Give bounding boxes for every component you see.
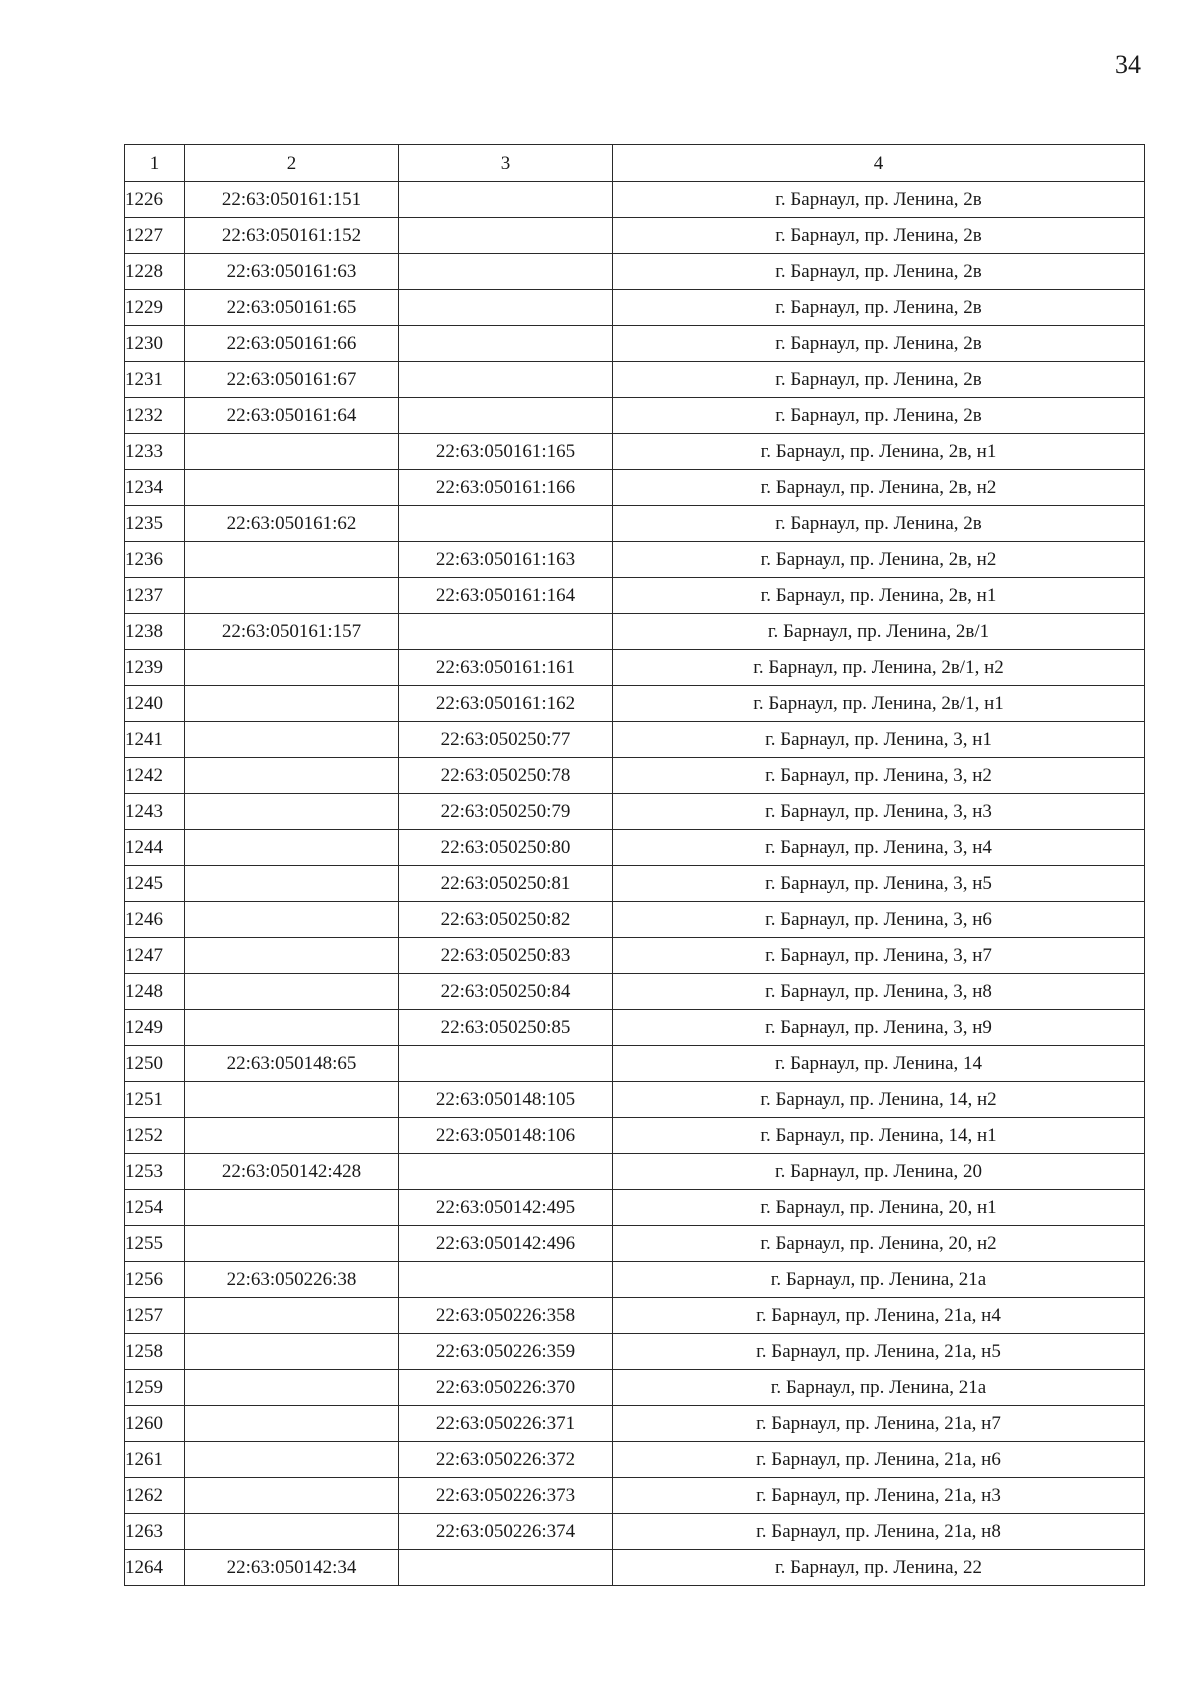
- address-cell: г. Барнаул, пр. Ленина, 2в, н2: [613, 470, 1145, 506]
- row-number-cell: 1244: [125, 830, 185, 866]
- address-cell: г. Барнаул, пр. Ленина, 2в: [613, 506, 1145, 542]
- table-row: [125, 974, 1145, 1010]
- table-row: [125, 1550, 1145, 1586]
- address-cell: г. Барнаул, пр. Ленина, 2в: [613, 218, 1145, 254]
- object-cadastral-number-cell: [399, 362, 613, 398]
- address-cell: г. Барнаул, пр. Ленина, 2в: [613, 362, 1145, 398]
- row-number-cell: 1250: [125, 1046, 185, 1082]
- address-cell: г. Барнаул, пр. Ленина, 21а, н8: [613, 1514, 1145, 1550]
- land-cadastral-number-cell: [185, 470, 399, 506]
- address-cell: г. Барнаул, пр. Ленина, 3, н8: [613, 974, 1145, 1010]
- land-cadastral-number-cell: [185, 578, 399, 614]
- address-cell: г. Барнаул, пр. Ленина, 2в, н1: [613, 434, 1145, 470]
- land-cadastral-number-cell: [185, 902, 399, 938]
- row-number-cell: 1264: [125, 1550, 185, 1586]
- row-number-cell: 1254: [125, 1190, 185, 1226]
- row-number-cell: 1260: [125, 1406, 185, 1442]
- object-cadastral-number-cell: [399, 290, 613, 326]
- table-row: [125, 1010, 1145, 1046]
- object-cadastral-number-cell: 22:63:050226:359: [399, 1334, 613, 1370]
- land-cadastral-number-cell: 22:63:050161:151: [185, 182, 399, 218]
- row-number-cell: 1238: [125, 614, 185, 650]
- table-row: [125, 650, 1145, 686]
- object-cadastral-number-cell: 22:63:050161:163: [399, 542, 613, 578]
- table-row: [125, 1442, 1145, 1478]
- address-cell: г. Барнаул, пр. Ленина, 20, н1: [613, 1190, 1145, 1226]
- table-body: [125, 182, 1145, 1586]
- row-number-cell: 1242: [125, 758, 185, 794]
- table-row: [125, 1154, 1145, 1190]
- land-cadastral-number-cell: [185, 1406, 399, 1442]
- land-cadastral-number-cell: 22:63:050161:157: [185, 614, 399, 650]
- table-row: [125, 1370, 1145, 1406]
- land-cadastral-number-cell: [185, 938, 399, 974]
- object-cadastral-number-cell: 22:63:050250:84: [399, 974, 613, 1010]
- row-number-cell: 1230: [125, 326, 185, 362]
- land-cadastral-number-cell: 22:63:050161:66: [185, 326, 399, 362]
- row-number-cell: 1237: [125, 578, 185, 614]
- header-col-4: 4: [613, 145, 1145, 182]
- address-cell: г. Барнаул, пр. Ленина, 21а: [613, 1262, 1145, 1298]
- object-cadastral-number-cell: 22:63:050142:495: [399, 1190, 613, 1226]
- table-row: [125, 326, 1145, 362]
- table-row: [125, 1118, 1145, 1154]
- land-cadastral-number-cell: 22:63:050226:38: [185, 1262, 399, 1298]
- land-cadastral-number-cell: 22:63:050161:63: [185, 254, 399, 290]
- address-cell: г. Барнаул, пр. Ленина, 2в: [613, 290, 1145, 326]
- address-cell: г. Барнаул, пр. Ленина, 2в, н2: [613, 542, 1145, 578]
- address-cell: г. Барнаул, пр. Ленина, 2в/1, н1: [613, 686, 1145, 722]
- object-cadastral-number-cell: 22:63:050142:496: [399, 1226, 613, 1262]
- object-cadastral-number-cell: 22:63:050250:81: [399, 866, 613, 902]
- table-row: [125, 182, 1145, 218]
- table-row: [125, 830, 1145, 866]
- land-cadastral-number-cell: 22:63:050161:152: [185, 218, 399, 254]
- object-cadastral-number-cell: 22:63:050148:106: [399, 1118, 613, 1154]
- row-number-cell: 1252: [125, 1118, 185, 1154]
- object-cadastral-number-cell: 22:63:050250:77: [399, 722, 613, 758]
- land-cadastral-number-cell: [185, 866, 399, 902]
- land-cadastral-number-cell: [185, 722, 399, 758]
- table-row: [125, 1298, 1145, 1334]
- land-cadastral-number-cell: [185, 1298, 399, 1334]
- land-cadastral-number-cell: [185, 794, 399, 830]
- land-cadastral-number-cell: [185, 974, 399, 1010]
- address-cell: г. Барнаул, пр. Ленина, 2в: [613, 326, 1145, 362]
- land-cadastral-number-cell: [185, 1118, 399, 1154]
- table-row: [125, 614, 1145, 650]
- land-cadastral-number-cell: 22:63:050161:62: [185, 506, 399, 542]
- address-cell: г. Барнаул, пр. Ленина, 21а, н7: [613, 1406, 1145, 1442]
- row-number-cell: 1236: [125, 542, 185, 578]
- object-cadastral-number-cell: [399, 1262, 613, 1298]
- table-row: [125, 578, 1145, 614]
- row-number-cell: 1229: [125, 290, 185, 326]
- row-number-cell: 1253: [125, 1154, 185, 1190]
- address-cell: г. Барнаул, пр. Ленина, 2в: [613, 398, 1145, 434]
- header-col-1: 1: [125, 145, 185, 182]
- land-cadastral-number-cell: [185, 1442, 399, 1478]
- table-row: [125, 722, 1145, 758]
- object-cadastral-number-cell: [399, 1550, 613, 1586]
- table-row: [125, 902, 1145, 938]
- land-cadastral-number-cell: [185, 830, 399, 866]
- object-cadastral-number-cell: 22:63:050226:373: [399, 1478, 613, 1514]
- row-number-cell: 1246: [125, 902, 185, 938]
- object-cadastral-number-cell: 22:63:050161:161: [399, 650, 613, 686]
- table-row: [125, 938, 1145, 974]
- address-cell: г. Барнаул, пр. Ленина, 14, н2: [613, 1082, 1145, 1118]
- object-cadastral-number-cell: [399, 1154, 613, 1190]
- address-cell: г. Барнаул, пр. Ленина, 21а, н4: [613, 1298, 1145, 1334]
- table-row: [125, 1082, 1145, 1118]
- object-cadastral-number-cell: [399, 1046, 613, 1082]
- address-cell: г. Барнаул, пр. Ленина, 3, н2: [613, 758, 1145, 794]
- address-cell: г. Барнаул, пр. Ленина, 3, н9: [613, 1010, 1145, 1046]
- table-row: [125, 1190, 1145, 1226]
- table-row: [125, 686, 1145, 722]
- header-col-3: 3: [399, 145, 613, 182]
- row-number-cell: 1255: [125, 1226, 185, 1262]
- land-cadastral-number-cell: [185, 1370, 399, 1406]
- land-cadastral-number-cell: [185, 686, 399, 722]
- land-cadastral-number-cell: 22:63:050148:65: [185, 1046, 399, 1082]
- address-cell: г. Барнаул, пр. Ленина, 3, н7: [613, 938, 1145, 974]
- row-number-cell: 1233: [125, 434, 185, 470]
- land-cadastral-number-cell: 22:63:050161:64: [185, 398, 399, 434]
- object-cadastral-number-cell: [399, 398, 613, 434]
- table-row: [125, 290, 1145, 326]
- object-cadastral-number-cell: 22:63:050226:372: [399, 1442, 613, 1478]
- land-cadastral-number-cell: [185, 1478, 399, 1514]
- row-number-cell: 1226: [125, 182, 185, 218]
- address-cell: г. Барнаул, пр. Ленина, 14, н1: [613, 1118, 1145, 1154]
- address-cell: г. Барнаул, пр. Ленина, 21а, н3: [613, 1478, 1145, 1514]
- land-cadastral-number-cell: [185, 1334, 399, 1370]
- table-row: [125, 506, 1145, 542]
- table-row: [125, 398, 1145, 434]
- row-number-cell: 1234: [125, 470, 185, 506]
- object-cadastral-number-cell: [399, 182, 613, 218]
- object-cadastral-number-cell: 22:63:050148:105: [399, 1082, 613, 1118]
- address-cell: г. Барнаул, пр. Ленина, 22: [613, 1550, 1145, 1586]
- address-cell: г. Барнаул, пр. Ленина, 3, н3: [613, 794, 1145, 830]
- address-cell: г. Барнаул, пр. Ленина, 21а, н6: [613, 1442, 1145, 1478]
- table-row: [125, 1514, 1145, 1550]
- object-cadastral-number-cell: 22:63:050226:374: [399, 1514, 613, 1550]
- address-cell: г. Барнаул, пр. Ленина, 3, н1: [613, 722, 1145, 758]
- object-cadastral-number-cell: [399, 326, 613, 362]
- header-col-2: 2: [185, 145, 399, 182]
- table-row: [125, 1406, 1145, 1442]
- address-cell: г. Барнаул, пр. Ленина, 3, н5: [613, 866, 1145, 902]
- land-cadastral-number-cell: [185, 1226, 399, 1262]
- address-cell: г. Барнаул, пр. Ленина, 2в, н1: [613, 578, 1145, 614]
- row-number-cell: 1227: [125, 218, 185, 254]
- address-cell: г. Барнаул, пр. Ленина, 2в: [613, 254, 1145, 290]
- object-cadastral-number-cell: [399, 218, 613, 254]
- land-cadastral-number-cell: [185, 1010, 399, 1046]
- address-cell: г. Барнаул, пр. Ленина, 2в/1, н2: [613, 650, 1145, 686]
- row-number-cell: 1258: [125, 1334, 185, 1370]
- row-number-cell: 1228: [125, 254, 185, 290]
- address-cell: г. Барнаул, пр. Ленина, 21а: [613, 1370, 1145, 1406]
- table-row: [125, 542, 1145, 578]
- row-number-cell: 1262: [125, 1478, 185, 1514]
- row-number-cell: 1235: [125, 506, 185, 542]
- table-header: [125, 145, 1145, 182]
- row-number-cell: 1241: [125, 722, 185, 758]
- land-cadastral-number-cell: 22:63:050161:65: [185, 290, 399, 326]
- table-row: [125, 218, 1145, 254]
- address-cell: г. Барнаул, пр. Ленина, 20, н2: [613, 1226, 1145, 1262]
- object-cadastral-number-cell: 22:63:050161:162: [399, 686, 613, 722]
- address-cell: г. Барнаул, пр. Ленина, 21а, н5: [613, 1334, 1145, 1370]
- land-cadastral-number-cell: 22:63:050161:67: [185, 362, 399, 398]
- address-cell: г. Барнаул, пр. Ленина, 20: [613, 1154, 1145, 1190]
- row-number-cell: 1239: [125, 650, 185, 686]
- row-number-cell: 1263: [125, 1514, 185, 1550]
- address-cell: г. Барнаул, пр. Ленина, 2в: [613, 182, 1145, 218]
- address-cell: г. Барнаул, пр. Ленина, 14: [613, 1046, 1145, 1082]
- row-number-cell: 1256: [125, 1262, 185, 1298]
- table-row: [125, 470, 1145, 506]
- object-cadastral-number-cell: 22:63:050226:371: [399, 1406, 613, 1442]
- row-number-cell: 1243: [125, 794, 185, 830]
- table-row: [125, 362, 1145, 398]
- address-cell: г. Барнаул, пр. Ленина, 3, н4: [613, 830, 1145, 866]
- object-cadastral-number-cell: [399, 614, 613, 650]
- land-cadastral-number-cell: [185, 1082, 399, 1118]
- row-number-cell: 1257: [125, 1298, 185, 1334]
- address-cell: г. Барнаул, пр. Ленина, 2в/1: [613, 614, 1145, 650]
- object-cadastral-number-cell: 22:63:050250:79: [399, 794, 613, 830]
- row-number-cell: 1247: [125, 938, 185, 974]
- registry-table: [124, 144, 1145, 1586]
- row-number-cell: 1240: [125, 686, 185, 722]
- land-cadastral-number-cell: [185, 542, 399, 578]
- table-row: [125, 254, 1145, 290]
- row-number-cell: 1245: [125, 866, 185, 902]
- table-row: [125, 1046, 1145, 1082]
- object-cadastral-number-cell: 22:63:050250:78: [399, 758, 613, 794]
- row-number-cell: 1232: [125, 398, 185, 434]
- header-row: [125, 145, 1145, 182]
- land-cadastral-number-cell: [185, 1190, 399, 1226]
- land-cadastral-number-cell: [185, 650, 399, 686]
- object-cadastral-number-cell: 22:63:050250:82: [399, 902, 613, 938]
- object-cadastral-number-cell: 22:63:050250:85: [399, 1010, 613, 1046]
- row-number-cell: 1248: [125, 974, 185, 1010]
- row-number-cell: 1259: [125, 1370, 185, 1406]
- land-cadastral-number-cell: 22:63:050142:428: [185, 1154, 399, 1190]
- object-cadastral-number-cell: [399, 254, 613, 290]
- object-cadastral-number-cell: 22:63:050250:80: [399, 830, 613, 866]
- table-row: [125, 866, 1145, 902]
- page-number: 34: [1115, 50, 1141, 79]
- table-row: [125, 758, 1145, 794]
- table-row: [125, 1226, 1145, 1262]
- table-row: [125, 1334, 1145, 1370]
- table-row: [125, 1478, 1145, 1514]
- object-cadastral-number-cell: 22:63:050161:165: [399, 434, 613, 470]
- object-cadastral-number-cell: 22:63:050226:370: [399, 1370, 613, 1406]
- table-row: [125, 794, 1145, 830]
- land-cadastral-number-cell: [185, 434, 399, 470]
- object-cadastral-number-cell: 22:63:050226:358: [399, 1298, 613, 1334]
- land-cadastral-number-cell: 22:63:050142:34: [185, 1550, 399, 1586]
- object-cadastral-number-cell: [399, 506, 613, 542]
- row-number-cell: 1249: [125, 1010, 185, 1046]
- address-cell: г. Барнаул, пр. Ленина, 3, н6: [613, 902, 1145, 938]
- table-row: [125, 434, 1145, 470]
- object-cadastral-number-cell: 22:63:050161:166: [399, 470, 613, 506]
- row-number-cell: 1251: [125, 1082, 185, 1118]
- land-cadastral-number-cell: [185, 758, 399, 794]
- land-cadastral-number-cell: [185, 1514, 399, 1550]
- object-cadastral-number-cell: 22:63:050250:83: [399, 938, 613, 974]
- object-cadastral-number-cell: 22:63:050161:164: [399, 578, 613, 614]
- table-row: [125, 1262, 1145, 1298]
- row-number-cell: 1231: [125, 362, 185, 398]
- row-number-cell: 1261: [125, 1442, 185, 1478]
